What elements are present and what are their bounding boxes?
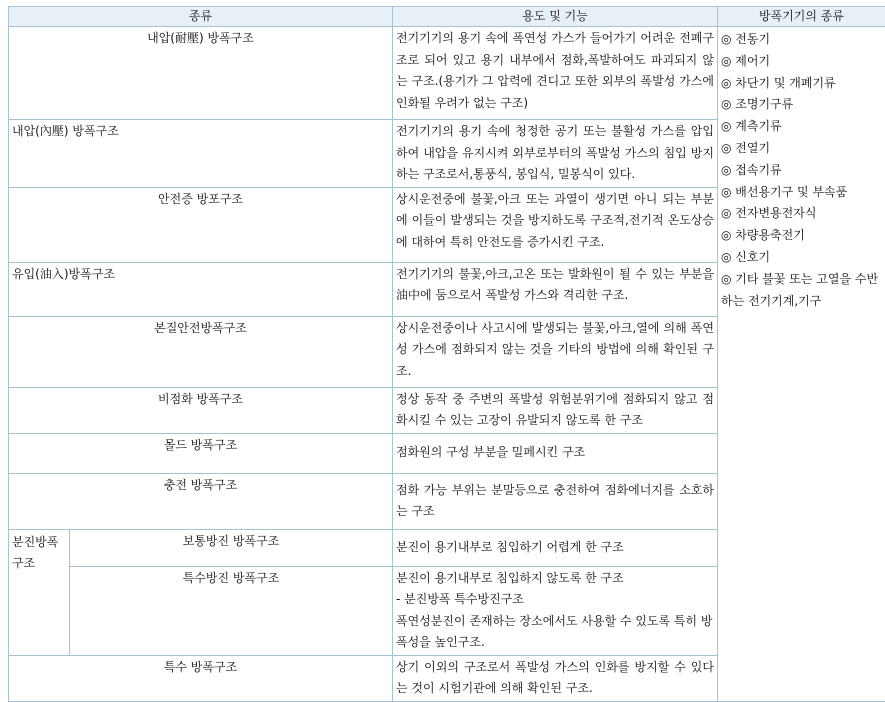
desc-line: 폭연성분진이 존재하는 장소에서도 사용할 수 있도록 특히 방폭성을 높인구조. bbox=[396, 611, 714, 654]
type-cell: 몰드 방폭구조 bbox=[9, 433, 393, 473]
list-item: ◎ 배선용기구 및 부속품 bbox=[721, 182, 882, 204]
list-item: ◎ 접속기류 bbox=[721, 160, 882, 182]
list-item: ◎ 신호기 bbox=[721, 247, 882, 269]
desc-cell: 상기 이외의 구조로서 폭발성 가스의 인화를 방지할 수 있다는 것이 시험기관에 의해 확인된 구조. bbox=[393, 655, 718, 701]
list-item: ◎ 전자변용전자식 bbox=[721, 203, 882, 225]
desc-cell: 전기기기의 불꽃,아크,고온 또는 발화원이 될 수 있는 부분을 油中에 둠으로서 폭발성 가스와 격리한 구조. bbox=[393, 262, 718, 316]
desc-cell: 정상 동작 중 주변의 폭발성 위험분위기에 점화되지 않고 점화시킬 수 있는 고장이 유발되지 않도록 한 구조 bbox=[393, 387, 718, 433]
desc-cell: 전기기기의 용기 속에 청정한 공기 또는 불활성 가스를 압입하여 내압을 유지시켜 외부로부터의 폭발성 가스의 침입 방지하는 구조로서,통풍식, 봉입식, 밀봉식이 있다. bbox=[393, 120, 718, 188]
type-cell: 비점화 방폭구조 bbox=[9, 387, 393, 433]
type-cell: 안전증 방포구조 bbox=[9, 187, 393, 262]
type-cell: 보통방진 방폭구조 bbox=[70, 529, 393, 566]
header-type: 종류 bbox=[9, 7, 393, 27]
desc-line: - 분진방폭 특수방진구조 bbox=[396, 589, 714, 611]
table-header-row bbox=[9, 7, 885, 27]
type-cell: 유입(油入)방폭구조 bbox=[9, 262, 393, 316]
desc-cell: 점화원의 구성 부분을 밀페시킨 구조 bbox=[393, 433, 718, 473]
type-cell: 특수 방폭구조 bbox=[9, 655, 393, 701]
desc-cell: 점화 가능 부위는 분말등으로 충전하여 점화에너지를 소호하는 구조 bbox=[393, 473, 718, 529]
list-item: ◎ 전동기 bbox=[721, 29, 882, 51]
list-item: ◎ 전열기 bbox=[721, 138, 882, 160]
table-row bbox=[9, 27, 885, 120]
header-equipment: 방폭기기의 종류 bbox=[718, 7, 885, 27]
desc-cell: 전기기기의 용기 속에 폭연성 가스가 들어가기 어려운 전폐구조로 되어 있고 용기 내부에서 점화,폭발하여도 파괴되지 않는 구조.(용기가 그 압력에 견디고 또한 외부의 폭발성 가스에 인화될 우려가 없는 구조) bbox=[393, 27, 718, 120]
list-item: ◎ 계측기류 bbox=[721, 116, 882, 138]
desc-cell: 상시운전중에 불꽃,아크 또는 과열이 생기면 아니 되는 부분에 이들이 발생되는 것을 방지하도록 구조적,전기적 온도상승에 대하여 특히 안전도를 증가시킨 구조. bbox=[393, 187, 718, 262]
type-cell: 충전 방폭구조 bbox=[9, 473, 393, 529]
list-item: ◎ 차단기 및 개폐기류 bbox=[721, 73, 882, 95]
list-item: ◎ 조명기구류 bbox=[721, 94, 882, 116]
type-cell: 내압(內壓) 방폭구조 bbox=[9, 120, 393, 188]
desc-cell: 분진이 용기내부로 침입하기 어렵게 한 구조 bbox=[393, 529, 718, 566]
header-usage: 용도 및 기능 bbox=[393, 7, 718, 27]
list-item: ◎ 제어기 bbox=[721, 51, 882, 73]
type-cell: 내압(耐壓) 방폭구조 bbox=[9, 27, 393, 120]
group-cell-dust: 분진방폭구조 bbox=[9, 529, 70, 655]
explosion-proof-table bbox=[8, 6, 885, 702]
type-cell: 특수방진 방폭구조 bbox=[70, 566, 393, 655]
list-item: ◎ 차량용축전기 bbox=[721, 225, 882, 247]
equipment-list bbox=[718, 27, 885, 702]
desc-line: 분진이 용기내부로 침입하지 않도록 한 구조 bbox=[396, 568, 714, 590]
type-cell: 본질안전방폭구조 bbox=[9, 316, 393, 387]
desc-cell: 상시운전중이나 사고시에 발생되는 불꽃,아크,열에 의해 폭연성 가스에 점화되지 않는 것을 기타의 방법에 의해 확인된 구조. bbox=[393, 316, 718, 387]
desc-cell bbox=[393, 566, 718, 655]
list-item: ◎ 기타 불꽃 또는 고열을 수반 하는 전기기계,기구 bbox=[721, 269, 882, 313]
